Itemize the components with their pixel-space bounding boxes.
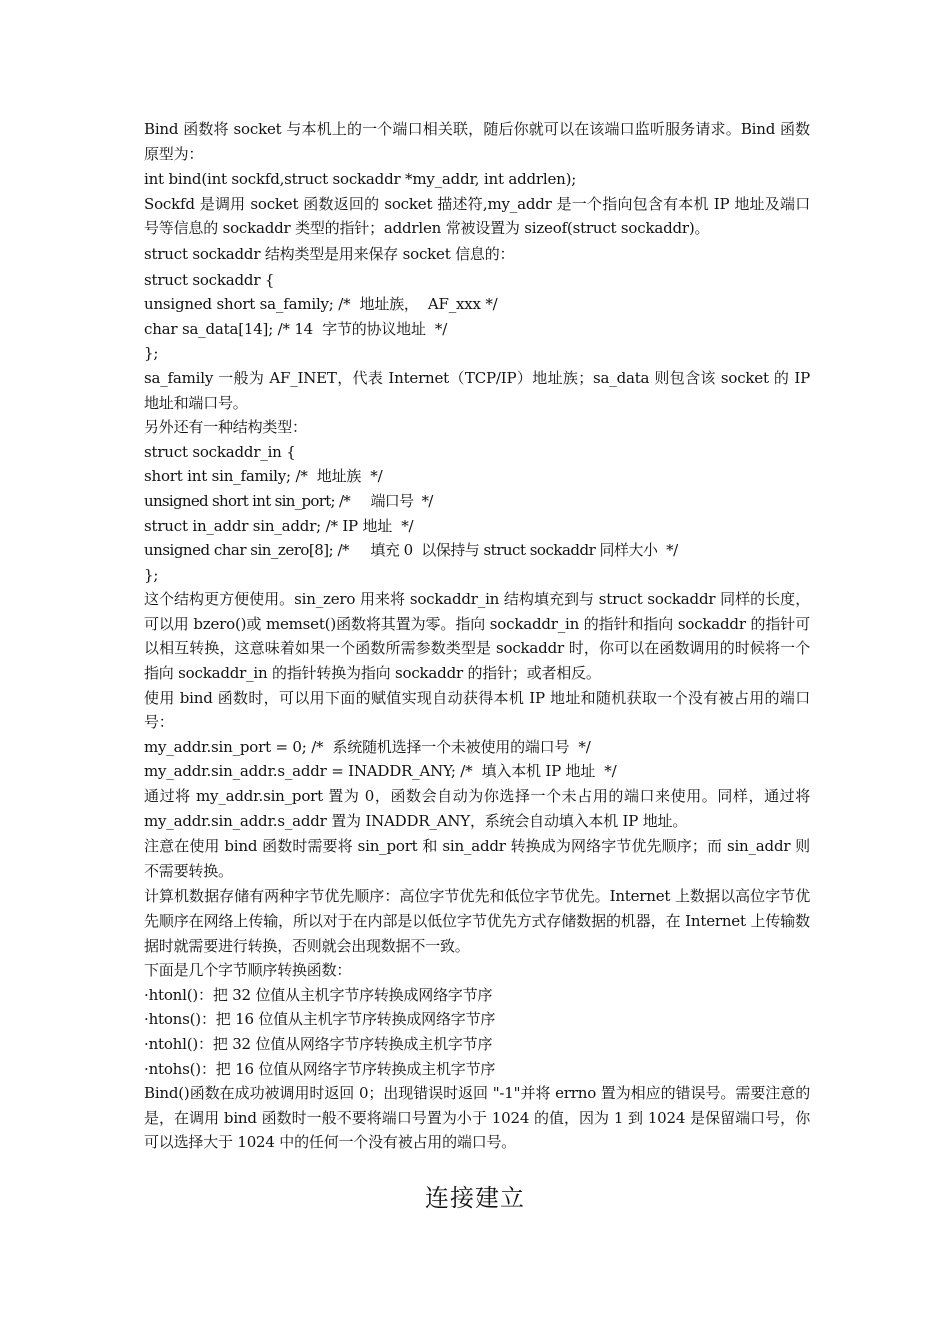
paragraph-bind-intro: Bind 函数将 socket 与本机上的一个端口相关联，随后你就可以在该端口监听服务请求。Bind 函数原型为： (144, 120, 810, 163)
code-line-s-addr-assign: my_addr.sin_addr.s_addr = INADDR_ANY; /* 填入本机 IP 地址 */ (144, 762, 617, 781)
code-line-bind-prototype: int bind(int sockfd,struct sockaddr *my_addr, int addrlen); (144, 170, 577, 189)
list-item-htonl: ·htonl()：把 32 位值从主机字节序转换成网络字节序 (144, 985, 493, 1004)
code-line-sin-port: unsigned short int sin_port; /* 端口号 */ (144, 491, 433, 510)
code-line-struct-in-close: }; (144, 565, 159, 584)
code-line-sa-family: unsigned short sa_family; /* 地址族， AF_xxx */ (144, 295, 498, 314)
list-item-ntohl: ·ntohl()：把 32 位值从网络字节序转换成主机字节序 (144, 1034, 493, 1053)
paragraph-byte-order-explanation: 计算机数据存储有两种字节优先顺序：高位字节优先和低位字节优先。Internet 上数据以高位字节优先顺序在网络上传输，所以对于在内部是以低位字节优先方式存储数据的机器，在 Internet 上传输数据时就需要进行转换，否则就会出现数据不一致。 (144, 887, 810, 955)
paragraph-bind-auto-address: 使用 bind 函数时，可以用下面的赋值实现自动获得本机 IP 地址和随机获取一个没有被占用的端口号： (144, 688, 810, 732)
code-line-sa-data: char sa_data[14]; /* 14 字节的协议地址 */ (144, 319, 448, 338)
code-line-sin-addr: struct in_addr sin_addr; /* IP 地址 */ (144, 516, 414, 535)
section-heading: 连接建立 (425, 1184, 525, 1212)
paragraph-sa-family-description: sa_family 一般为 AF_INET，代表 Internet（TCP/IP）地址族；sa_data 则包含该 socket 的 IP 地址和端口号。 (144, 368, 810, 412)
paragraph-bind-return-value: Bind()函数在成功被调用时返回 0；出现错误时返回 "-1"并将 errno 置为相应的错误号。需要注意的是，在调用 bind 函数时一般不要将端口号置为小于 1024 的值，因为 1 到 1024 是保留端口号，你可以选择大于 1024 中的任何一个没有被占用的端口号。 (144, 1084, 810, 1152)
body-text (144, 117, 810, 1155)
code-line-struct-sockaddr-in: struct sockaddr_in { (144, 442, 296, 461)
list-item-ntohs: ·ntohs()：把 16 位值从网络字节序转换成主机字节序 (144, 1059, 496, 1078)
code-line-sin-port-assign: my_addr.sin_port = 0; /* 系统随机选择一个未被使用的端口号 */ (144, 737, 591, 756)
paragraph-sockaddr-in-usage: 这个结构更方便使用。sin_zero 用来将 sockaddr_in 结构填充到与 struct sockaddr 同样的长度，可以用 bzero()或 memset()函数将其置为零。指向 sockaddr_in 的指针和指向 sockaddr 的指针可以相互转换，这意味着如果一个函数所需参数类型是 sockaddr 时，你可以在函数调用的时候将一个指向 sockaddr_in 的指针转换为指向 sockaddr 的指针；或者相反。 (144, 590, 810, 683)
paragraph-sockfd-description: Sockfd 是调用 socket 函数返回的 socket 描述符,my_addr 是一个指向包含有本机 IP 地址及端口号等信息的 sockaddr 类型的指针；addrlen 常被设置为 sizeof(struct sockaddr)。 (144, 194, 810, 238)
paragraph-auto-port-explanation: 通过将 my_addr.sin_port 置为 0，函数会自动为你选择一个未占用的端口来使用。同样，通过将 my_addr.sin_addr.s_addr 置为 INADDR_ANY，系统会自动填入本机 IP 地址。 (144, 787, 810, 830)
list-item-htons: ·htons()：把 16 位值从主机字节序转换成网络字节序 (144, 1010, 496, 1029)
code-line-struct-close: }; (144, 344, 159, 363)
paragraph-another-struct: 另外还有一种结构类型： (144, 418, 307, 437)
code-line-sin-zero: unsigned char sin_zero[8]; /* 填充 0 以保持与 struct sockaddr 同样大小 */ (144, 541, 678, 560)
code-line-struct-sockaddr: struct sockaddr { (144, 270, 275, 289)
paragraph-byte-order-note: 注意在使用 bind 函数时需要将 sin_port 和 sin_addr 转换成为网络字节优先顺序；而 sin_addr 则不需要转换。 (144, 837, 810, 880)
code-line-sin-family: short int sin_family; /* 地址族 */ (144, 467, 383, 486)
paragraph-conversion-functions-intro: 下面是几个字节顺序转换函数： (144, 961, 352, 980)
paragraph-sockaddr-intro: struct sockaddr 结构类型是用来保存 socket 信息的： (144, 244, 515, 263)
